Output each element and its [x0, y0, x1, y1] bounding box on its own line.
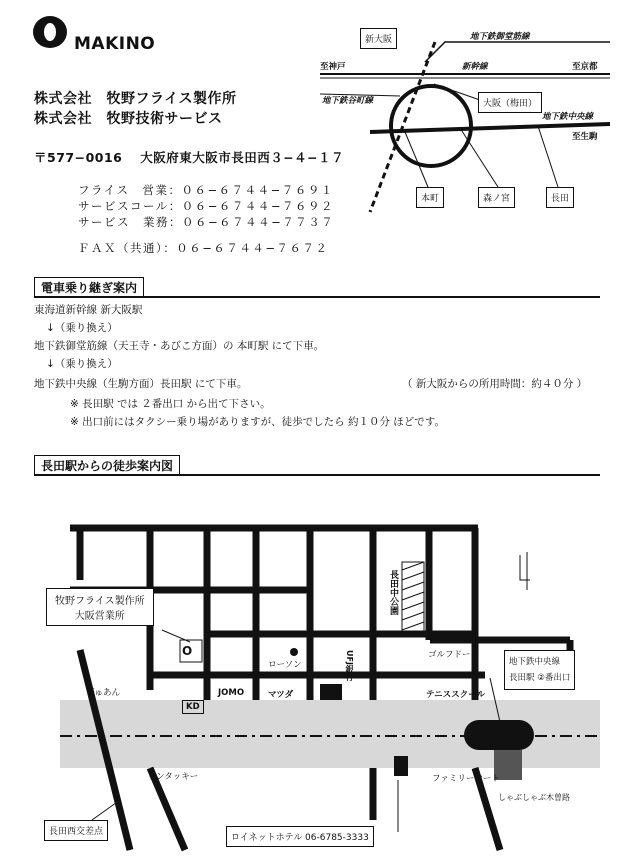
phone-number: ０６−６７４４−７７３７	[182, 215, 335, 229]
station-exit-callout	[504, 650, 575, 690]
office-logo-icon: O	[182, 644, 193, 658]
fax-number: ：０６−６７４４−７６７２	[163, 241, 329, 255]
shinkansen-label: 新幹線	[462, 62, 488, 72]
transfer-arrow-2: ↓（乗り換え）	[46, 358, 118, 370]
brand-name: MAKINO	[74, 34, 156, 54]
golf-label: ゴルフドーム	[428, 650, 480, 660]
phone-row	[78, 182, 334, 198]
hotel-callout: ロイネットホテル 06-6785-3333	[226, 826, 374, 847]
kd-label: KD	[182, 700, 204, 714]
transfer-header-rule	[34, 296, 600, 298]
lawson-label: ローソン	[268, 660, 302, 670]
station-exit: 長田駅 ②番出口	[509, 673, 571, 683]
ufj-label: UFJ銀行	[345, 650, 354, 681]
office-branch: 大阪営業所	[74, 611, 125, 622]
to-kobe-label: 至神戸	[320, 62, 346, 72]
walk-header-rule	[34, 474, 600, 476]
phone-row	[78, 198, 334, 214]
matsuda-label: マツダ	[268, 690, 294, 700]
transfer-step-2: 地下鉄御堂筋線（天王寺・あびこ方面）の 本町駅 にて下車。	[34, 340, 325, 352]
tennis-label: テニススクール	[426, 690, 485, 700]
station-shin-osaka: 新大阪	[360, 28, 397, 49]
station-hommachi: 本町	[416, 187, 444, 208]
phone-label: サービスコール：	[78, 199, 182, 213]
transfer-arrow-1: ↓（乗り換え）	[46, 322, 118, 334]
intersection-callout: 長田西交差点	[44, 820, 108, 841]
transfer-note-2: ※ 出口前にはタクシー乗り場がありますが、徒歩でしたら 約１０分 ほどです。	[70, 416, 445, 428]
phone-label: フライス 営業：	[78, 183, 182, 197]
walk-header: 長田駅からの徒歩案内図	[34, 455, 180, 476]
company-address: 〒577−0016 大阪府東大阪市長田西３−４−１７	[34, 150, 345, 165]
to-ikoma-label: 至生駒	[572, 132, 598, 142]
to-kyoto-label: 至京都	[572, 62, 598, 72]
route-map	[310, 22, 616, 222]
office-callout	[46, 588, 154, 626]
station-nagata: 長田	[546, 187, 574, 208]
transfer-note-1: ※ 長田駅 では ２番出口 から出て下さい。	[70, 398, 271, 410]
walk-map	[30, 510, 600, 855]
company-name-2: 株式会社 牧野技術サービス	[34, 111, 223, 127]
makino-logo-mark	[30, 14, 74, 50]
phone-label: サービス 業務：	[78, 215, 182, 229]
fax-label: ＦＡＸ（共通）	[78, 241, 164, 255]
station-morinomiya: 森ノ宮	[478, 187, 515, 208]
transfer-duration: （ 新大阪からの所用時間：約４０分 ）	[402, 378, 588, 390]
line-midosuji-label: 地下鉄御堂筋線	[470, 32, 530, 42]
line-tanimachi-label: 地下鉄谷町線	[322, 96, 374, 106]
company-name-1: 株式会社 牧野フライス製作所	[34, 91, 237, 107]
jomo-label: JOMO	[218, 688, 245, 698]
kfc-label: ケンタッキー	[148, 772, 199, 782]
line-chuo-label: 地下鉄中央線	[542, 112, 594, 122]
shabu-label: しゃぶしゃぶ木曽路	[498, 793, 570, 802]
familymart-label: ファミリーマート	[432, 774, 500, 784]
gyuan-label: ぎゅあん	[86, 688, 121, 698]
phone-number: ０６−６７４４−７６９１	[181, 183, 334, 197]
park-label: 長田中公園	[388, 570, 398, 615]
office-name: 牧野フライス製作所	[55, 596, 145, 607]
phone-number: ０６−６７４４−７６９２	[181, 199, 335, 213]
transfer-step-3: 地下鉄中央線（生駒方面）長田駅 にて下車。	[34, 378, 248, 390]
phone-row	[78, 214, 334, 230]
transfer-header: 電車乗り継ぎ案内	[34, 277, 144, 298]
makino-logo	[30, 14, 74, 54]
fax-row	[78, 240, 329, 256]
station-line: 地下鉄中央線	[509, 657, 561, 667]
station-umeda: 大阪（梅田）	[478, 92, 542, 113]
transfer-step-1: 東海道新幹線 新大阪駅	[34, 304, 143, 316]
